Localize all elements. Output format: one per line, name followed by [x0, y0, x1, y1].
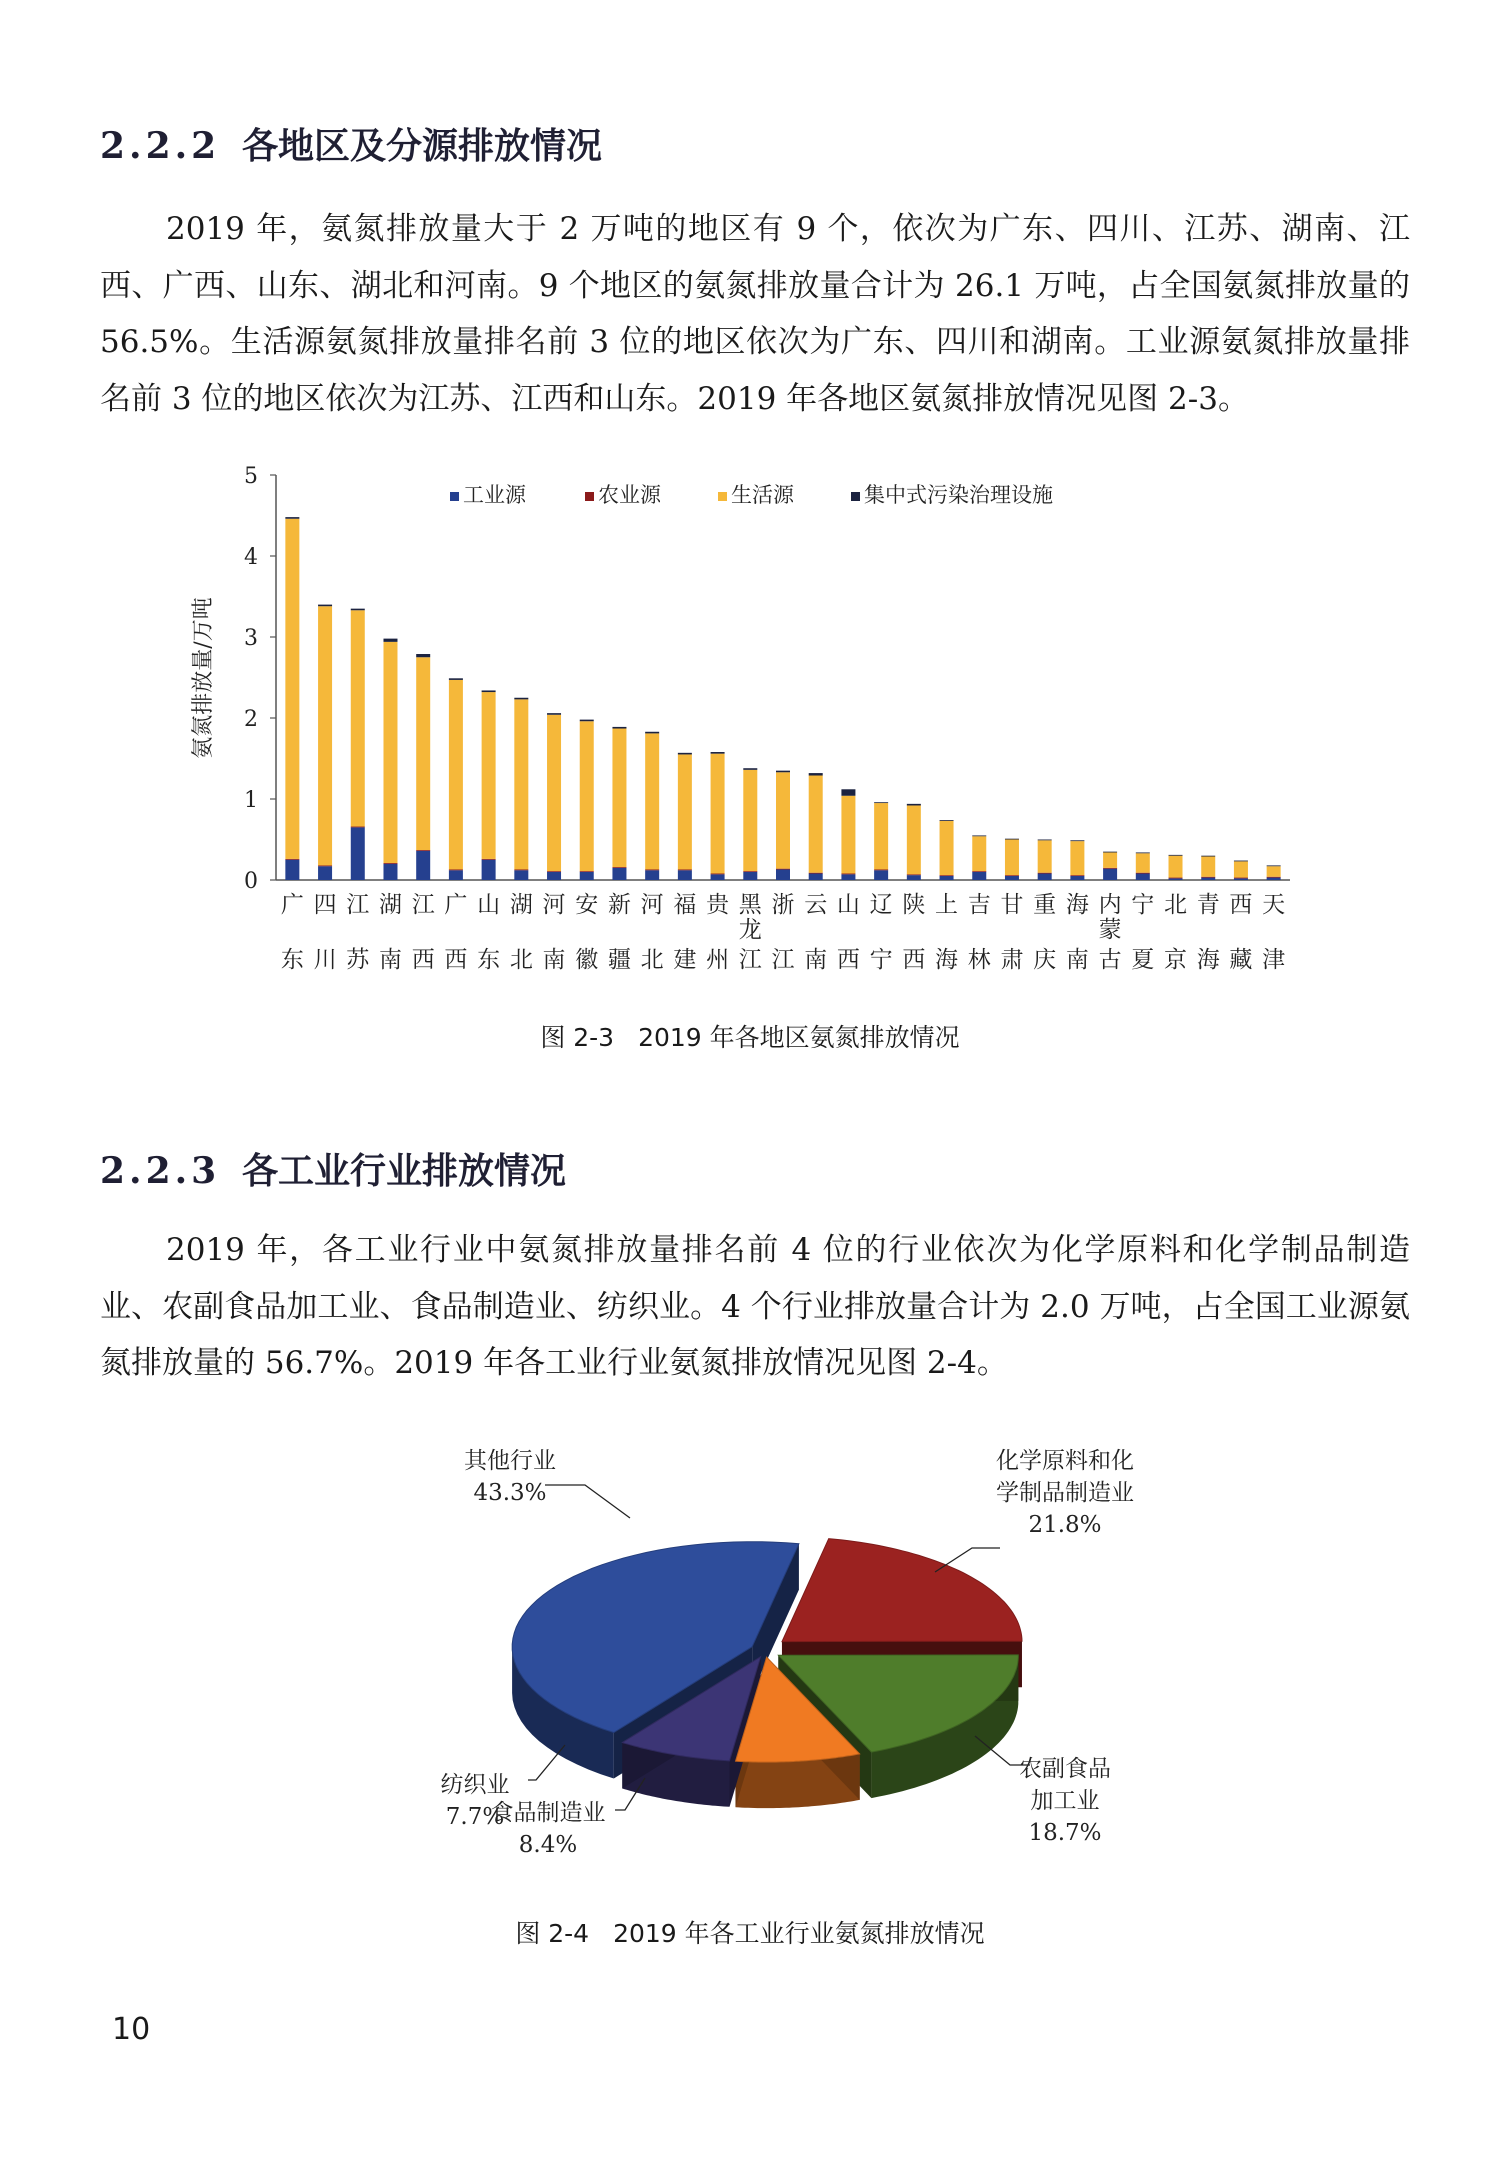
x-tick-label: 云	[804, 892, 828, 918]
bar-segment-农业源	[1234, 878, 1248, 879]
bar-segment-农业源	[711, 874, 725, 875]
bar-segment-生活源	[776, 772, 790, 868]
bar-segment-工业源	[776, 869, 790, 880]
x-tick-label: 建	[673, 947, 697, 973]
bar-segment-集中式污染治理设施	[383, 639, 397, 642]
bar-segment-农业源	[1038, 873, 1052, 874]
bar-segment-生活源	[1070, 841, 1084, 875]
bar-segment-集中式污染治理设施	[449, 678, 463, 680]
x-tick-label: 福	[673, 892, 697, 918]
bar-segment-集中式污染治理设施	[1070, 840, 1084, 841]
x-tick-label: 河	[640, 892, 664, 918]
bar-segment-集中式污染治理设施	[285, 517, 299, 519]
bar-segment-农业源	[645, 869, 659, 870]
bar-segment-生活源	[416, 657, 430, 850]
x-tick-label: 辽	[869, 892, 893, 918]
x-tick-label: 天	[1262, 892, 1286, 918]
bar-segment-集中式污染治理设施	[612, 727, 626, 729]
pie-category-label: 纺织业	[440, 1772, 510, 1798]
bar-segment-农业源	[776, 869, 790, 870]
x-tick-label: 江	[771, 947, 795, 973]
bar-segment-农业源	[416, 850, 430, 851]
pie-category-label: 加工业	[1030, 1788, 1100, 1814]
y-axis-label: 氨氮排放量/万吨	[191, 597, 216, 759]
pie-category-label: 学制品制造业	[996, 1480, 1134, 1506]
legend-label: 工业源	[463, 483, 526, 507]
bar-segment-农业源	[809, 873, 823, 874]
x-tick-label: 北	[640, 947, 664, 973]
bar-segment-生活源	[514, 699, 528, 869]
figure-caption-2-4	[0, 1914, 1500, 1950]
bar-segment-工业源	[612, 868, 626, 880]
bar-segment-工业源	[285, 860, 299, 880]
bar-segment-生活源	[1136, 853, 1150, 872]
bar-segment-农业源	[1103, 868, 1117, 869]
x-tick-label: 北	[1164, 892, 1188, 918]
x-tick-label: 西	[1229, 892, 1253, 918]
bar-segment-生活源	[743, 770, 757, 871]
bar-segment-集中式污染治理设施	[809, 773, 823, 775]
x-tick-label: 西	[411, 947, 435, 973]
page-number: 10	[112, 2012, 151, 2047]
bar-segment-集中式污染治理设施	[1038, 840, 1052, 841]
section-title: 各地区及分源排放情况	[242, 126, 603, 167]
bar-segment-工业源	[1103, 869, 1117, 880]
bar-segment-集中式污染治理设施	[907, 804, 921, 806]
bar-segment-集中式污染治理设施	[1234, 861, 1248, 862]
legend-swatch	[851, 492, 860, 501]
bar-segment-工业源	[1234, 878, 1248, 880]
x-tick-label: 藏	[1229, 947, 1253, 973]
bar-segment-工业源	[547, 872, 561, 880]
x-tick-label: 蒙	[1098, 917, 1122, 943]
x-tick-label: 西	[444, 947, 468, 973]
bar-segment-生活源	[547, 715, 561, 871]
bar-segment-生活源	[580, 721, 594, 871]
bar-segment-生活源	[874, 803, 888, 869]
bar-segment-集中式污染治理设施	[972, 835, 986, 836]
bar-segment-工业源	[711, 874, 725, 880]
bar-segment-工业源	[416, 851, 430, 880]
x-tick-label: 广	[444, 892, 468, 918]
pie-value-label: 18.7%	[1028, 1820, 1102, 1846]
x-tick-label: 重	[1033, 892, 1057, 918]
bar-segment-生活源	[1201, 857, 1215, 877]
x-tick-label: 宁	[1131, 892, 1155, 918]
figure-title: 2019 年各工业行业氨氮排放情况	[613, 1919, 985, 1948]
x-tick-label: 海	[1065, 892, 1089, 918]
x-tick-label: 徽	[575, 947, 599, 973]
x-tick-label: 湖	[378, 892, 402, 918]
bar-segment-农业源	[482, 859, 496, 860]
bar-segment-生活源	[351, 610, 365, 826]
bar-segment-工业源	[1201, 878, 1215, 880]
x-tick-label: 四	[313, 892, 337, 918]
bar-segment-集中式污染治理设施	[1201, 856, 1215, 857]
bar-segment-集中式污染治理设施	[482, 690, 496, 692]
bar-segment-农业源	[907, 874, 921, 875]
x-tick-label: 海	[1196, 947, 1220, 973]
x-tick-label: 南	[378, 947, 402, 973]
bar-segment-工业源	[514, 870, 528, 880]
bar-segment-工业源	[383, 864, 397, 880]
bar-segment-生活源	[612, 729, 626, 868]
bar-segment-生活源	[1005, 840, 1019, 876]
bar-segment-农业源	[547, 871, 561, 872]
pie-category-label: 农副食品	[1019, 1756, 1111, 1782]
bar-segment-农业源	[743, 871, 757, 872]
x-tick-label: 东	[477, 947, 501, 973]
bar-segment-集中式污染治理设施	[1136, 852, 1150, 853]
y-tick-label: 0	[244, 869, 258, 894]
y-tick-label: 2	[244, 707, 258, 732]
bar-segment-集中式污染治理设施	[318, 605, 332, 607]
pie-value-label: 21.8%	[1028, 1512, 1102, 1538]
y-tick-label: 1	[244, 788, 258, 813]
y-tick-label: 4	[244, 545, 258, 570]
section-title: 各工业行业排放情况	[242, 1151, 567, 1192]
bar-segment-生活源	[1103, 852, 1117, 867]
bar-segment-生活源	[809, 776, 823, 873]
bar-segment-生活源	[318, 606, 332, 865]
bar-segment-集中式污染治理设施	[1169, 855, 1183, 856]
regional-emission-bar-chart	[180, 460, 1320, 1000]
legend-swatch	[718, 492, 727, 501]
pie-value-label: 8.4%	[518, 1832, 578, 1858]
figure-number: 图 2-4	[515, 1919, 590, 1948]
bar-segment-集中式污染治理设施	[841, 789, 855, 795]
bar-segment-集中式污染治理设施	[1005, 839, 1019, 840]
x-tick-label: 庆	[1033, 947, 1057, 973]
x-tick-label: 陕	[902, 892, 926, 918]
bar-segment-集中式污染治理设施	[351, 609, 365, 611]
bar-segment-生活源	[940, 821, 954, 875]
bar-segment-工业源	[907, 875, 921, 880]
bar-segment-农业源	[1136, 873, 1150, 874]
x-tick-label: 河	[542, 892, 566, 918]
x-tick-label: 内	[1098, 892, 1122, 918]
bar-segment-农业源	[514, 869, 528, 870]
bar-segment-工业源	[645, 870, 659, 880]
bar-segment-生活源	[1038, 840, 1052, 872]
bar-segment-工业源	[1005, 876, 1019, 880]
bar-segment-集中式污染治理设施	[711, 752, 725, 754]
bar-segment-集中式污染治理设施	[940, 820, 954, 821]
bar-segment-集中式污染治理设施	[416, 654, 430, 657]
x-tick-label: 南	[1065, 947, 1089, 973]
x-tick-label: 肃	[1000, 947, 1024, 973]
bar-segment-工业源	[449, 870, 463, 880]
x-tick-label: 古	[1098, 947, 1122, 973]
x-tick-label: 安	[575, 892, 599, 918]
bar-segment-农业源	[678, 869, 692, 870]
x-tick-label: 江	[411, 892, 435, 918]
x-tick-label: 浙	[771, 892, 795, 918]
x-tick-label: 北	[509, 947, 533, 973]
x-tick-label: 上	[935, 892, 959, 918]
bar-segment-工业源	[1070, 876, 1084, 880]
bar-segment-农业源	[1201, 877, 1215, 878]
bar-segment-工业源	[1267, 878, 1281, 880]
bar-segment-生活源	[841, 796, 855, 874]
x-tick-label: 东	[280, 947, 304, 973]
bar-segment-生活源	[1234, 861, 1248, 877]
pie-category-label: 化学原料和化	[996, 1448, 1134, 1474]
bar-segment-工业源	[841, 874, 855, 880]
x-tick-label: 西	[902, 947, 926, 973]
x-tick-label: 新	[607, 892, 631, 918]
x-tick-label: 黑	[738, 892, 762, 918]
bar-segment-生活源	[449, 680, 463, 870]
bar-segment-集中式污染治理设施	[547, 713, 561, 715]
bar-segment-农业源	[841, 874, 855, 875]
section-heading-2-2-3	[100, 1143, 566, 1194]
pie-category-label: 食品制造业	[490, 1800, 606, 1826]
x-tick-label: 湖	[509, 892, 533, 918]
bar-segment-工业源	[809, 874, 823, 880]
y-tick-label: 3	[244, 626, 258, 651]
bar-segment-农业源	[612, 867, 626, 868]
bar-segment-农业源	[285, 859, 299, 860]
bar-segment-农业源	[972, 871, 986, 872]
bar-segment-生活源	[645, 733, 659, 869]
bar-segment-集中式污染治理设施	[743, 768, 757, 770]
x-tick-label: 京	[1164, 947, 1188, 973]
x-tick-label: 青	[1196, 892, 1220, 918]
bar-segment-农业源	[318, 865, 332, 866]
bar-segment-集中式污染治理设施	[678, 753, 692, 755]
x-tick-label: 山	[477, 892, 501, 918]
section-paragraph: 2019 年，各工业行业中氨氮排放量排名前 4 位的行业依次为化学原料和化学制品制造业、农副食品加工业、食品制造业、纺织业。4 个行业排放量合计为 2.0 万吨，占全国工业源氨氮排放量的 56.7%。2019 年各工业行业氨氮排放情况见图 2-4。	[100, 1232, 1410, 1381]
bar-segment-集中式污染治理设施	[514, 698, 528, 700]
x-tick-label: 苏	[346, 947, 370, 973]
x-tick-label: 海	[935, 947, 959, 973]
x-tick-label: 广	[280, 892, 304, 918]
x-tick-label: 贵	[706, 892, 730, 918]
bar-segment-工业源	[1038, 874, 1052, 880]
bar-segment-集中式污染治理设施	[1267, 865, 1281, 866]
bar-segment-生活源	[285, 519, 299, 859]
section-number: 2.2.2	[100, 125, 221, 167]
bar-segment-工业源	[1169, 878, 1183, 880]
bar-segment-农业源	[874, 869, 888, 870]
bar-segment-农业源	[1005, 875, 1019, 876]
bar-segment-集中式污染治理设施	[874, 802, 888, 803]
section-heading-2-2-2	[100, 118, 602, 169]
bar-segment-工业源	[351, 827, 365, 880]
pie-category-label: 其他行业	[464, 1448, 556, 1474]
x-tick-label: 甘	[1000, 892, 1024, 918]
x-tick-label: 州	[706, 947, 730, 973]
bar-segment-工业源	[940, 876, 954, 880]
pie-leader-line	[545, 1485, 630, 1518]
pie-slice-化学原料和化学制品制造业	[782, 1539, 1022, 1642]
bar-segment-农业源	[383, 863, 397, 864]
bar-segment-农业源	[449, 869, 463, 870]
bar-segment-工业源	[1136, 874, 1150, 880]
bar-segment-生活源	[383, 642, 397, 863]
bar-segment-工业源	[678, 870, 692, 880]
x-tick-label: 江	[738, 947, 762, 973]
x-tick-label: 宁	[869, 947, 893, 973]
bar-segment-生活源	[972, 836, 986, 871]
bar-segment-工业源	[318, 866, 332, 880]
bar-segment-集中式污染治理设施	[776, 771, 790, 773]
section-paragraph: 2019 年，氨氮排放量大于 2 万吨的地区有 9 个，依次为广东、四川、江苏、湖南、江西、广西、山东、湖北和河南。9 个地区的氨氮排放量合计为 26.1 万吨，占全国氨氮排放量的 56.5%。生活源氨氮排放量排名前 3 位的地区依次为广东、四川和湖南。工业源氨氮排放量排名前 3 位的地区依次为江苏、江西和山东。2019 年各地区氨氮排放情况见图 2-3。	[100, 211, 1410, 417]
bar-segment-生活源	[678, 754, 692, 869]
section-number: 2.2.3	[100, 1150, 221, 1192]
x-tick-label: 南	[542, 947, 566, 973]
bar-segment-工业源	[482, 860, 496, 880]
x-tick-label: 夏	[1131, 947, 1155, 973]
bar-segment-工业源	[580, 872, 594, 880]
x-tick-label: 津	[1262, 947, 1286, 973]
x-tick-label: 吉	[967, 892, 991, 918]
legend-swatch	[585, 492, 594, 501]
x-tick-label: 南	[804, 947, 828, 973]
x-tick-label: 江	[346, 892, 370, 918]
x-tick-label: 林	[967, 947, 991, 973]
x-tick-label: 疆	[607, 947, 631, 973]
bar-segment-农业源	[1267, 877, 1281, 878]
figure-title: 2019 年各地区氨氮排放情况	[638, 1023, 960, 1052]
legend-label: 集中式污染治理设施	[864, 483, 1053, 507]
bar-segment-工业源	[743, 872, 757, 880]
bar-segment-生活源	[1267, 866, 1281, 877]
bar-segment-农业源	[1070, 875, 1084, 876]
figure-caption-2-3	[0, 1018, 1500, 1054]
x-tick-label: 川	[313, 947, 337, 973]
bar-segment-农业源	[351, 827, 365, 828]
bar-segment-农业源	[940, 875, 954, 876]
bar-segment-集中式污染治理设施	[1103, 852, 1117, 853]
bar-segment-集中式污染治理设施	[580, 720, 594, 722]
legend-swatch	[450, 492, 459, 501]
bar-segment-集中式污染治理设施	[645, 732, 659, 734]
bar-segment-生活源	[1169, 856, 1183, 878]
x-tick-label: 龙	[738, 917, 762, 943]
industry-emission-pie-chart	[400, 1440, 1200, 1890]
bar-segment-生活源	[907, 805, 921, 874]
x-tick-label: 西	[836, 947, 860, 973]
bar-segment-工业源	[972, 872, 986, 880]
y-tick-label: 5	[244, 464, 258, 489]
pie-value-label: 43.3%	[473, 1480, 547, 1506]
bar-segment-生活源	[711, 754, 725, 874]
pie-value-label: 7.7%	[445, 1804, 505, 1830]
x-tick-label: 山	[836, 892, 860, 918]
bar-segment-农业源	[1169, 878, 1183, 879]
bar-segment-生活源	[482, 692, 496, 859]
legend-label: 生活源	[731, 483, 794, 507]
figure-number: 图 2-3	[540, 1023, 615, 1052]
bar-segment-农业源	[580, 871, 594, 872]
legend-label: 农业源	[598, 483, 661, 507]
bar-segment-工业源	[874, 870, 888, 880]
